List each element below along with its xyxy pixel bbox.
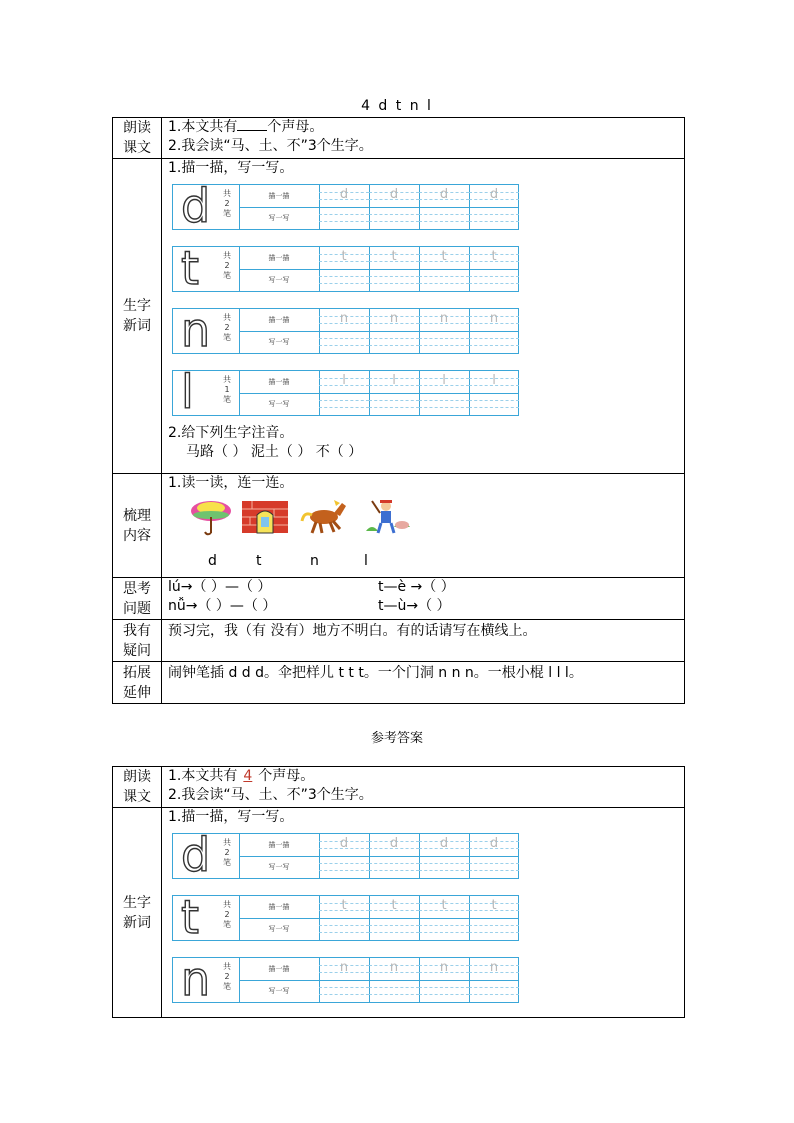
grid-cell[interactable] xyxy=(469,834,519,878)
trace-label: 描一描 xyxy=(239,309,319,332)
grid-labels xyxy=(239,371,320,415)
trace-letter: t xyxy=(491,249,497,264)
answer-q1-value: 4 xyxy=(243,768,253,784)
trace-letter: n xyxy=(439,311,449,326)
grid-cell[interactable] xyxy=(369,834,420,878)
picture-row xyxy=(168,493,684,553)
sort-q1: 1.读一读，连一连。 xyxy=(168,475,294,491)
grid-labels xyxy=(239,309,320,353)
trace-letter: d xyxy=(439,836,449,851)
boy-icon[interactable] xyxy=(364,497,414,537)
grid-cell[interactable] xyxy=(319,896,370,940)
letter-t[interactable]: t xyxy=(256,553,262,569)
trace-label: 描一描 xyxy=(239,185,319,208)
trace-letter: n xyxy=(389,311,399,326)
trace-letter: d xyxy=(489,836,499,851)
letter-box xyxy=(173,365,240,419)
letter-n[interactable]: n xyxy=(310,553,319,569)
writing-grid-d xyxy=(172,179,519,233)
stroke-count: 共 2 笔 xyxy=(223,251,231,280)
letter-box xyxy=(173,179,240,233)
stroke-letter: n xyxy=(181,303,211,357)
grid-cell[interactable] xyxy=(369,896,420,940)
read-content xyxy=(162,118,685,159)
grid-cell[interactable] xyxy=(419,247,470,291)
grid-cell[interactable] xyxy=(419,309,470,353)
answer-label-newwords xyxy=(113,808,162,1018)
grid-cell[interactable] xyxy=(369,185,420,229)
answer-table xyxy=(112,766,685,1018)
grid-cell[interactable] xyxy=(319,185,370,229)
grid-cell[interactable] xyxy=(419,958,470,1002)
trace-letter: t xyxy=(341,249,347,264)
answer-writing-grids xyxy=(168,828,684,1006)
horse-icon[interactable] xyxy=(300,497,350,537)
doubt-content xyxy=(162,620,685,662)
newwords-q1: 1.描一描，写一写。 xyxy=(168,160,294,176)
grid-cell[interactable] xyxy=(369,958,420,1002)
trace-letter: l xyxy=(342,373,346,388)
newwords-content xyxy=(162,159,685,474)
letter-box xyxy=(173,303,240,357)
answer-q2-text: 2.我会读“马、土、不”3个生字。 xyxy=(168,787,373,803)
grid-cell[interactable] xyxy=(469,185,519,229)
trace-letter: l xyxy=(392,373,396,388)
grid-cell[interactable] xyxy=(319,309,370,353)
grid-cell[interactable] xyxy=(469,309,519,353)
trace-letter: t xyxy=(441,898,447,913)
stroke-letter: t xyxy=(181,241,200,295)
trace-letter: n xyxy=(339,960,349,975)
trace-label: 描一描 xyxy=(239,371,319,394)
grid-cell[interactable] xyxy=(469,371,519,415)
grid-cell[interactable] xyxy=(369,309,420,353)
trace-letter: t xyxy=(341,898,347,913)
letter-box xyxy=(173,952,240,1006)
stroke-letter: d xyxy=(181,179,211,233)
grid-labels xyxy=(239,896,320,940)
letter-box xyxy=(173,241,240,295)
trace-letter: t xyxy=(491,898,497,913)
stroke-count: 共 2 笔 xyxy=(223,313,231,342)
grid-cell[interactable] xyxy=(469,247,519,291)
umbrella-icon[interactable] xyxy=(186,497,236,537)
write-label: 写一写 xyxy=(268,276,290,284)
trace-letter: d xyxy=(339,187,349,202)
door-icon[interactable] xyxy=(240,497,290,537)
grid-cell[interactable] xyxy=(369,247,420,291)
writing-grid-t xyxy=(172,890,519,944)
grid-cell[interactable] xyxy=(419,185,470,229)
grid-cell[interactable] xyxy=(319,834,370,878)
sort-content xyxy=(162,474,685,578)
writing-grids xyxy=(168,179,684,419)
label-sort xyxy=(113,474,162,578)
letter-box xyxy=(173,890,240,944)
grid-labels xyxy=(239,958,320,1002)
section-label-text: 拓展 延伸 xyxy=(123,664,151,701)
trace-letter: t xyxy=(441,249,447,264)
trace-letter: l xyxy=(492,373,496,388)
trace-label: 描一描 xyxy=(239,896,319,919)
trace-letter: d xyxy=(389,187,399,202)
stroke-count: 共 2 笔 xyxy=(223,189,231,218)
trace-letter: n xyxy=(339,311,349,326)
trace-letter: d xyxy=(339,836,349,851)
grid-labels xyxy=(239,834,320,878)
write-label: 写一写 xyxy=(268,863,290,871)
section-label-text: 我有 疑问 xyxy=(123,622,151,659)
trace-label: 描一描 xyxy=(239,958,319,981)
writing-grid-n xyxy=(172,952,519,1006)
grid-cell[interactable] xyxy=(319,371,370,415)
writing-grid-l xyxy=(172,365,519,419)
answer-newwords-content xyxy=(162,808,685,1018)
write-label: 写一写 xyxy=(268,400,290,408)
trace-letter: t xyxy=(391,898,397,913)
label-extend xyxy=(113,662,162,704)
trace-letter: d xyxy=(439,187,449,202)
worksheet-table xyxy=(112,117,685,704)
writing-grid-d xyxy=(172,828,519,882)
grid-cell[interactable] xyxy=(419,896,470,940)
grid-labels xyxy=(239,185,320,229)
section-label-text: 梳理 内容 xyxy=(123,507,151,544)
writing-grid-n xyxy=(172,303,519,357)
answer-q1-prefix: 1.本文共有 xyxy=(168,768,238,784)
stroke-letter: d xyxy=(181,828,211,882)
q1-prefix: 1.本文共有 xyxy=(168,119,238,135)
think-row2-left[interactable]: nǚ→（ ）—（ ） xyxy=(168,598,277,614)
grid-cell[interactable] xyxy=(469,896,519,940)
q2-text: 2.我会读“马、土、不”3个生字。 xyxy=(168,138,373,154)
think-content xyxy=(162,578,685,620)
stroke-count: 共 1 笔 xyxy=(223,375,231,404)
write-label: 写一写 xyxy=(268,925,290,933)
answer-read-content xyxy=(162,767,685,808)
letter-l[interactable]: l xyxy=(364,553,368,569)
trace-letter: l xyxy=(442,373,446,388)
grid-cell[interactable] xyxy=(469,958,519,1002)
label-think xyxy=(113,578,162,620)
grid-cell[interactable] xyxy=(419,371,470,415)
section-label-text: 思考 问题 xyxy=(123,580,151,617)
think-row1-right[interactable]: t—è →（ ） xyxy=(378,579,455,595)
extend-content xyxy=(162,662,685,704)
q1-blank[interactable] xyxy=(237,118,267,131)
stroke-letter: t xyxy=(181,890,200,944)
extend-text: 闹钟笔插 d d d。伞把样儿 t t t。一个门洞 n n n。一根小棍 l l l。 xyxy=(168,665,583,681)
trace-letter: t xyxy=(391,249,397,264)
write-label: 写一写 xyxy=(268,214,290,222)
grid-labels xyxy=(239,247,320,291)
stroke-count: 共 2 笔 xyxy=(223,900,231,929)
trace-letter: n xyxy=(389,960,399,975)
trace-letter: d xyxy=(489,187,499,202)
answer-label-read xyxy=(113,767,162,808)
newwords-q2: 2.给下列生字注音。 xyxy=(168,425,294,441)
trace-letter: d xyxy=(389,836,399,851)
letter-box xyxy=(173,828,240,882)
think-row2-right[interactable]: t—ù→（ ） xyxy=(378,598,451,614)
label-doubt xyxy=(113,620,162,662)
trace-label: 描一描 xyxy=(239,834,319,857)
section-label-text: 生字 新词 xyxy=(123,894,151,931)
stroke-letter: l xyxy=(181,365,194,419)
grid-cell[interactable] xyxy=(319,247,370,291)
section-label-text: 朗读 课文 xyxy=(123,120,151,156)
trace-letter: n xyxy=(489,311,499,326)
grid-cell[interactable] xyxy=(419,834,470,878)
grid-cell[interactable] xyxy=(369,371,420,415)
answer-q1-suffix: 个声母。 xyxy=(258,768,315,784)
sort-letters xyxy=(168,553,684,573)
pinyin-line[interactable]: 马路（ ） 泥土（ ） 不（ ） xyxy=(186,444,363,460)
write-label: 写一写 xyxy=(268,987,290,995)
q1-suffix: 个声母。 xyxy=(267,119,324,135)
think-row1-left[interactable]: lú→（ ）—（ ） xyxy=(168,579,272,595)
label-newwords xyxy=(113,159,162,474)
stroke-count: 共 2 笔 xyxy=(223,838,231,867)
stroke-letter: n xyxy=(181,952,211,1006)
section-label-text: 生字 新词 xyxy=(123,298,151,334)
grid-cell[interactable] xyxy=(319,958,370,1002)
answer-title: 参考答案 xyxy=(370,731,423,746)
writing-grid-t xyxy=(172,241,519,295)
write-label: 写一写 xyxy=(268,338,290,346)
answer-newwords-q1: 1.描一描，写一写。 xyxy=(168,809,294,825)
trace-letter: n xyxy=(439,960,449,975)
doubt-text[interactable]: 预习完，我（有 没有）地方不明白。有的话请写在横线上。 xyxy=(168,623,537,639)
trace-label: 描一描 xyxy=(239,247,319,270)
section-label-text: 朗读 课文 xyxy=(123,769,151,805)
worksheet-title: 4 d t n l xyxy=(361,98,433,114)
stroke-count: 共 2 笔 xyxy=(223,962,231,991)
letter-d[interactable]: d xyxy=(208,553,217,569)
label-read xyxy=(113,118,162,159)
trace-letter: n xyxy=(489,960,499,975)
